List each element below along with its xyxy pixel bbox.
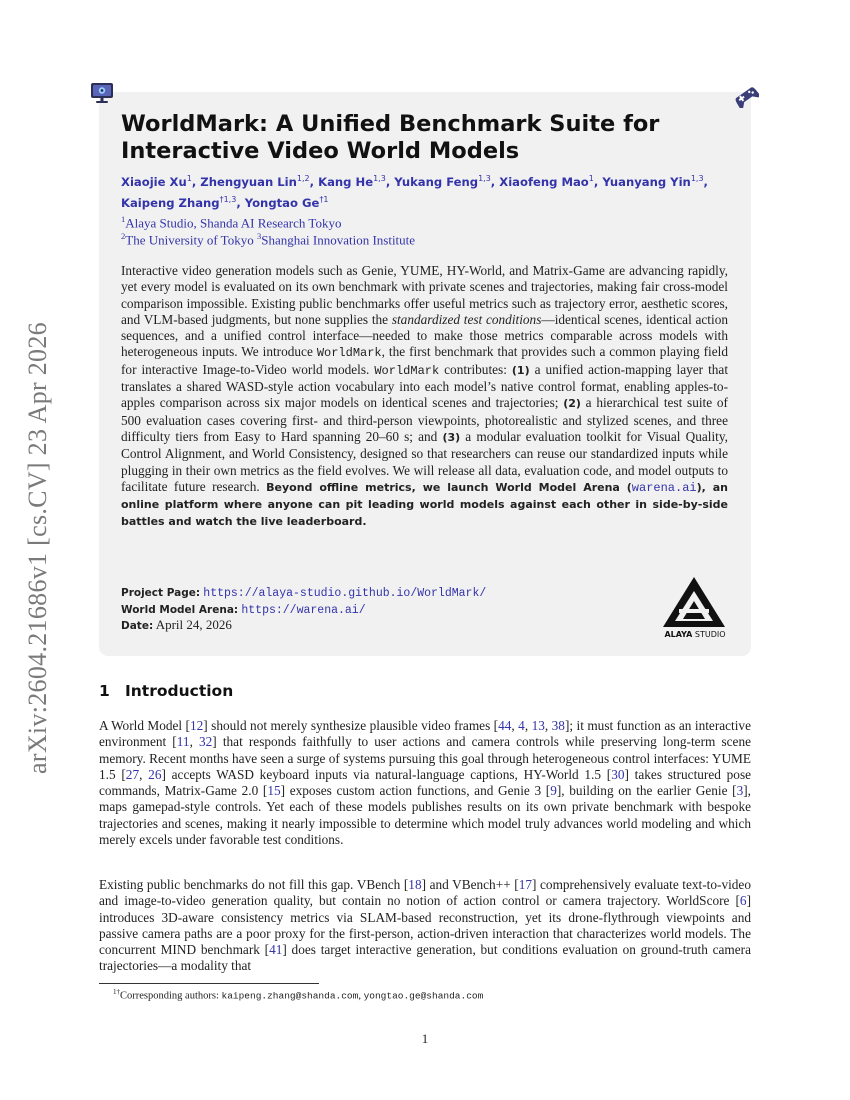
arena-link[interactable]: https://warena.ai/ <box>241 604 366 617</box>
citation-link[interactable]: 26 <box>148 766 162 782</box>
citation-link[interactable]: 27 <box>125 766 140 782</box>
author-name[interactable]: Yongtao Ge <box>244 195 320 210</box>
project-page-link[interactable]: https://alaya-studio.github.io/WorldMark/ <box>203 587 487 600</box>
alaya-studio-wordmark: ALAYA STUDIO <box>664 630 726 639</box>
intro-paragraph-2: Existing public benchmarks do not fill this gap. VBench [18] and VBench++ [17] comprehensively evaluate text-to-video and image-to-video generation quality, but contain no notion of action control or camera trajectory. WorldScore [6] introduces 3D-aware consistency metrics via SLAM-based reconstruction, yet its drone-flythrough viewpoints and passive camera paths are a poor proxy for the first-person, action-driven interaction that characterizes world models. The concurrent MIND benchmark [41] does target interactive generation, but conditions evaluation on ground-truth camera trajectories—a modality that <box>99 877 751 974</box>
citation-link[interactable]: 18 <box>408 877 422 892</box>
citation-link[interactable]: 9 <box>550 783 557 799</box>
citation-link[interactable]: 12 <box>189 718 204 733</box>
monitor-icon <box>90 82 114 104</box>
footnote-corresponding-authors: $^{1\dagger}$Corresponding authors: kaipeng.zhang@shanda.com, yongtao.ge@shanda.com <box>113 988 484 1002</box>
project-page-row: Project Page: https://alaya-studio.github.io/WorldMark/ <box>121 587 487 600</box>
citation-link[interactable]: 13 <box>531 718 545 733</box>
benchmark-name: WorldMark <box>316 346 382 361</box>
affiliation-line-2: $^2$The University of Tokyo $^3$Shanghai Innovation Institute <box>121 231 416 248</box>
citation-link[interactable]: 41 <box>269 942 283 958</box>
citation-link[interactable]: 17 <box>518 877 533 892</box>
intro-paragraph-1: A World Model [12] should not merely synthesize plausible video frames [44, 4, 13, 38]; it must function as an interactive environment [11, 32] that responds faithfully to user actions and camera controls while preserving long-term scene memory. Recent months have seen a surge of systems pursuing this goal through heterogeneous control interfaces: YUME 1.5 [27, 26] accepts WASD keyboard inputs via natural-language captions, HY-World 1.5 [30] takes structured pose commands, Matrix-Game 2.0 [15] exposes custom action functions, and Genie 3 [9], building on the earlier Genie [3], maps gamepad-style controls. Yet each of these models publishes results on its own private benchmark with bespoke trajectories and scenes, making it nearly impossible to determine which model truly advances world modeling and which merely excels under favorable test conditions. <box>99 718 752 848</box>
author-list: Xiaojie Xu$^1$, Zhengyuan Lin$^{1,2}$, Kang He$^{1,3}$, Yukang Feng$^{1,3}$, Xiaofeng Mao$^1$, Yuanyang Yin$^{1,3}$, Kaipeng Zhang$^{\dagger 1,3}$, Yongtao Ge$^{\dagger 1}$ <box>121 174 708 210</box>
author-name[interactable]: Xiaofeng Mao <box>499 174 589 189</box>
author-name[interactable]: Xiaojie Xu <box>121 174 187 189</box>
benchmark-name: WorldMark <box>374 363 440 378</box>
paper-title: WorldMark: A Unified Benchmark Suite for Interactive Video World Models <box>121 111 660 164</box>
citation-link[interactable]: 44 <box>498 718 512 733</box>
author-name[interactable]: Kang He <box>318 174 374 189</box>
affiliation-line-1: $^1$Alaya Studio, Shanda AI Research Tokyo <box>121 214 342 231</box>
warena-link[interactable]: warena.ai <box>631 480 697 495</box>
abstract: Interactive video generation models such as Genie, YUME, HY-World, and Matrix-Game are advancing rapidly, yet every model is evaluated on its own benchmark with private scenes and trajectories, making fair cross-model comparison impossible. Existing public benchmarks offer useful metrics such as trajectory error, aesthetic scores, and VLM-based judgments, but none supplies the standardized test conditions—identical scenes, identical action sequences, and a unified control interface—needed to make those metrics comparable across models with heterogeneous inputs. We introduce WorldMark, the first benchmark that provides such a common playing field for interactive Image-to-Video world models. WorldMark contributes: (1) a unified action-mapping layer that translates a shared WASD-style action vocabulary into each model’s native control format, enabling apples-to-apples comparison across six major models on identical scenes and trajectories; (2) a hierarchical test suite of 500 evaluation cases covering first- and third-person viewpoints, photorealistic and stylized scenes, and three difficulty tiers from Easy to Hard spanning 20–60 s; and (3) a modular evaluation toolkit for Visual Quality, Control Alignment, and World Consistency, designed so that researchers can reuse our standardized inputs while plugging in their own metrics as the field evolves. We will release all data, evaluation code, and model outputs to facilitate future research. Beyond offline metrics, we launch World Model Arena (warena.ai), an online platform where anyone can pit leading world models against each other in side-by-side battles and watch the live leaderboard. <box>121 263 729 529</box>
gamepad-icon <box>733 84 759 108</box>
section-heading-introduction: 1 Introduction <box>99 682 234 700</box>
citation-link[interactable]: 3 <box>736 783 744 799</box>
alaya-studio-logo-icon <box>661 575 727 629</box>
author-name[interactable]: Yukang Feng <box>394 174 479 189</box>
footnote-rule <box>99 983 319 984</box>
author-name[interactable]: Yuanyang Yin <box>602 174 691 189</box>
citation-link[interactable]: 38 <box>551 718 565 733</box>
citation-link[interactable]: 30 <box>611 766 625 782</box>
citation-link[interactable]: 32 <box>199 734 213 750</box>
page-number: 1 <box>421 1031 429 1046</box>
citation-link[interactable]: 4 <box>518 718 525 733</box>
author-name[interactable]: Zhengyuan Lin <box>200 174 297 189</box>
citation-link[interactable]: 15 <box>267 783 281 799</box>
citation-link[interactable]: 11 <box>176 734 190 750</box>
arxiv-identifier-stamp: arXiv:2604.21686v1 [cs.CV] 23 Apr 2026 <box>23 322 52 774</box>
author-name[interactable]: Kaipeng Zhang <box>121 195 220 210</box>
arena-row: World Model Arena: https://warena.ai/ <box>121 604 366 617</box>
citation-link[interactable]: 6 <box>739 893 747 909</box>
date-row: Date: April 24, 2026 <box>121 617 232 632</box>
